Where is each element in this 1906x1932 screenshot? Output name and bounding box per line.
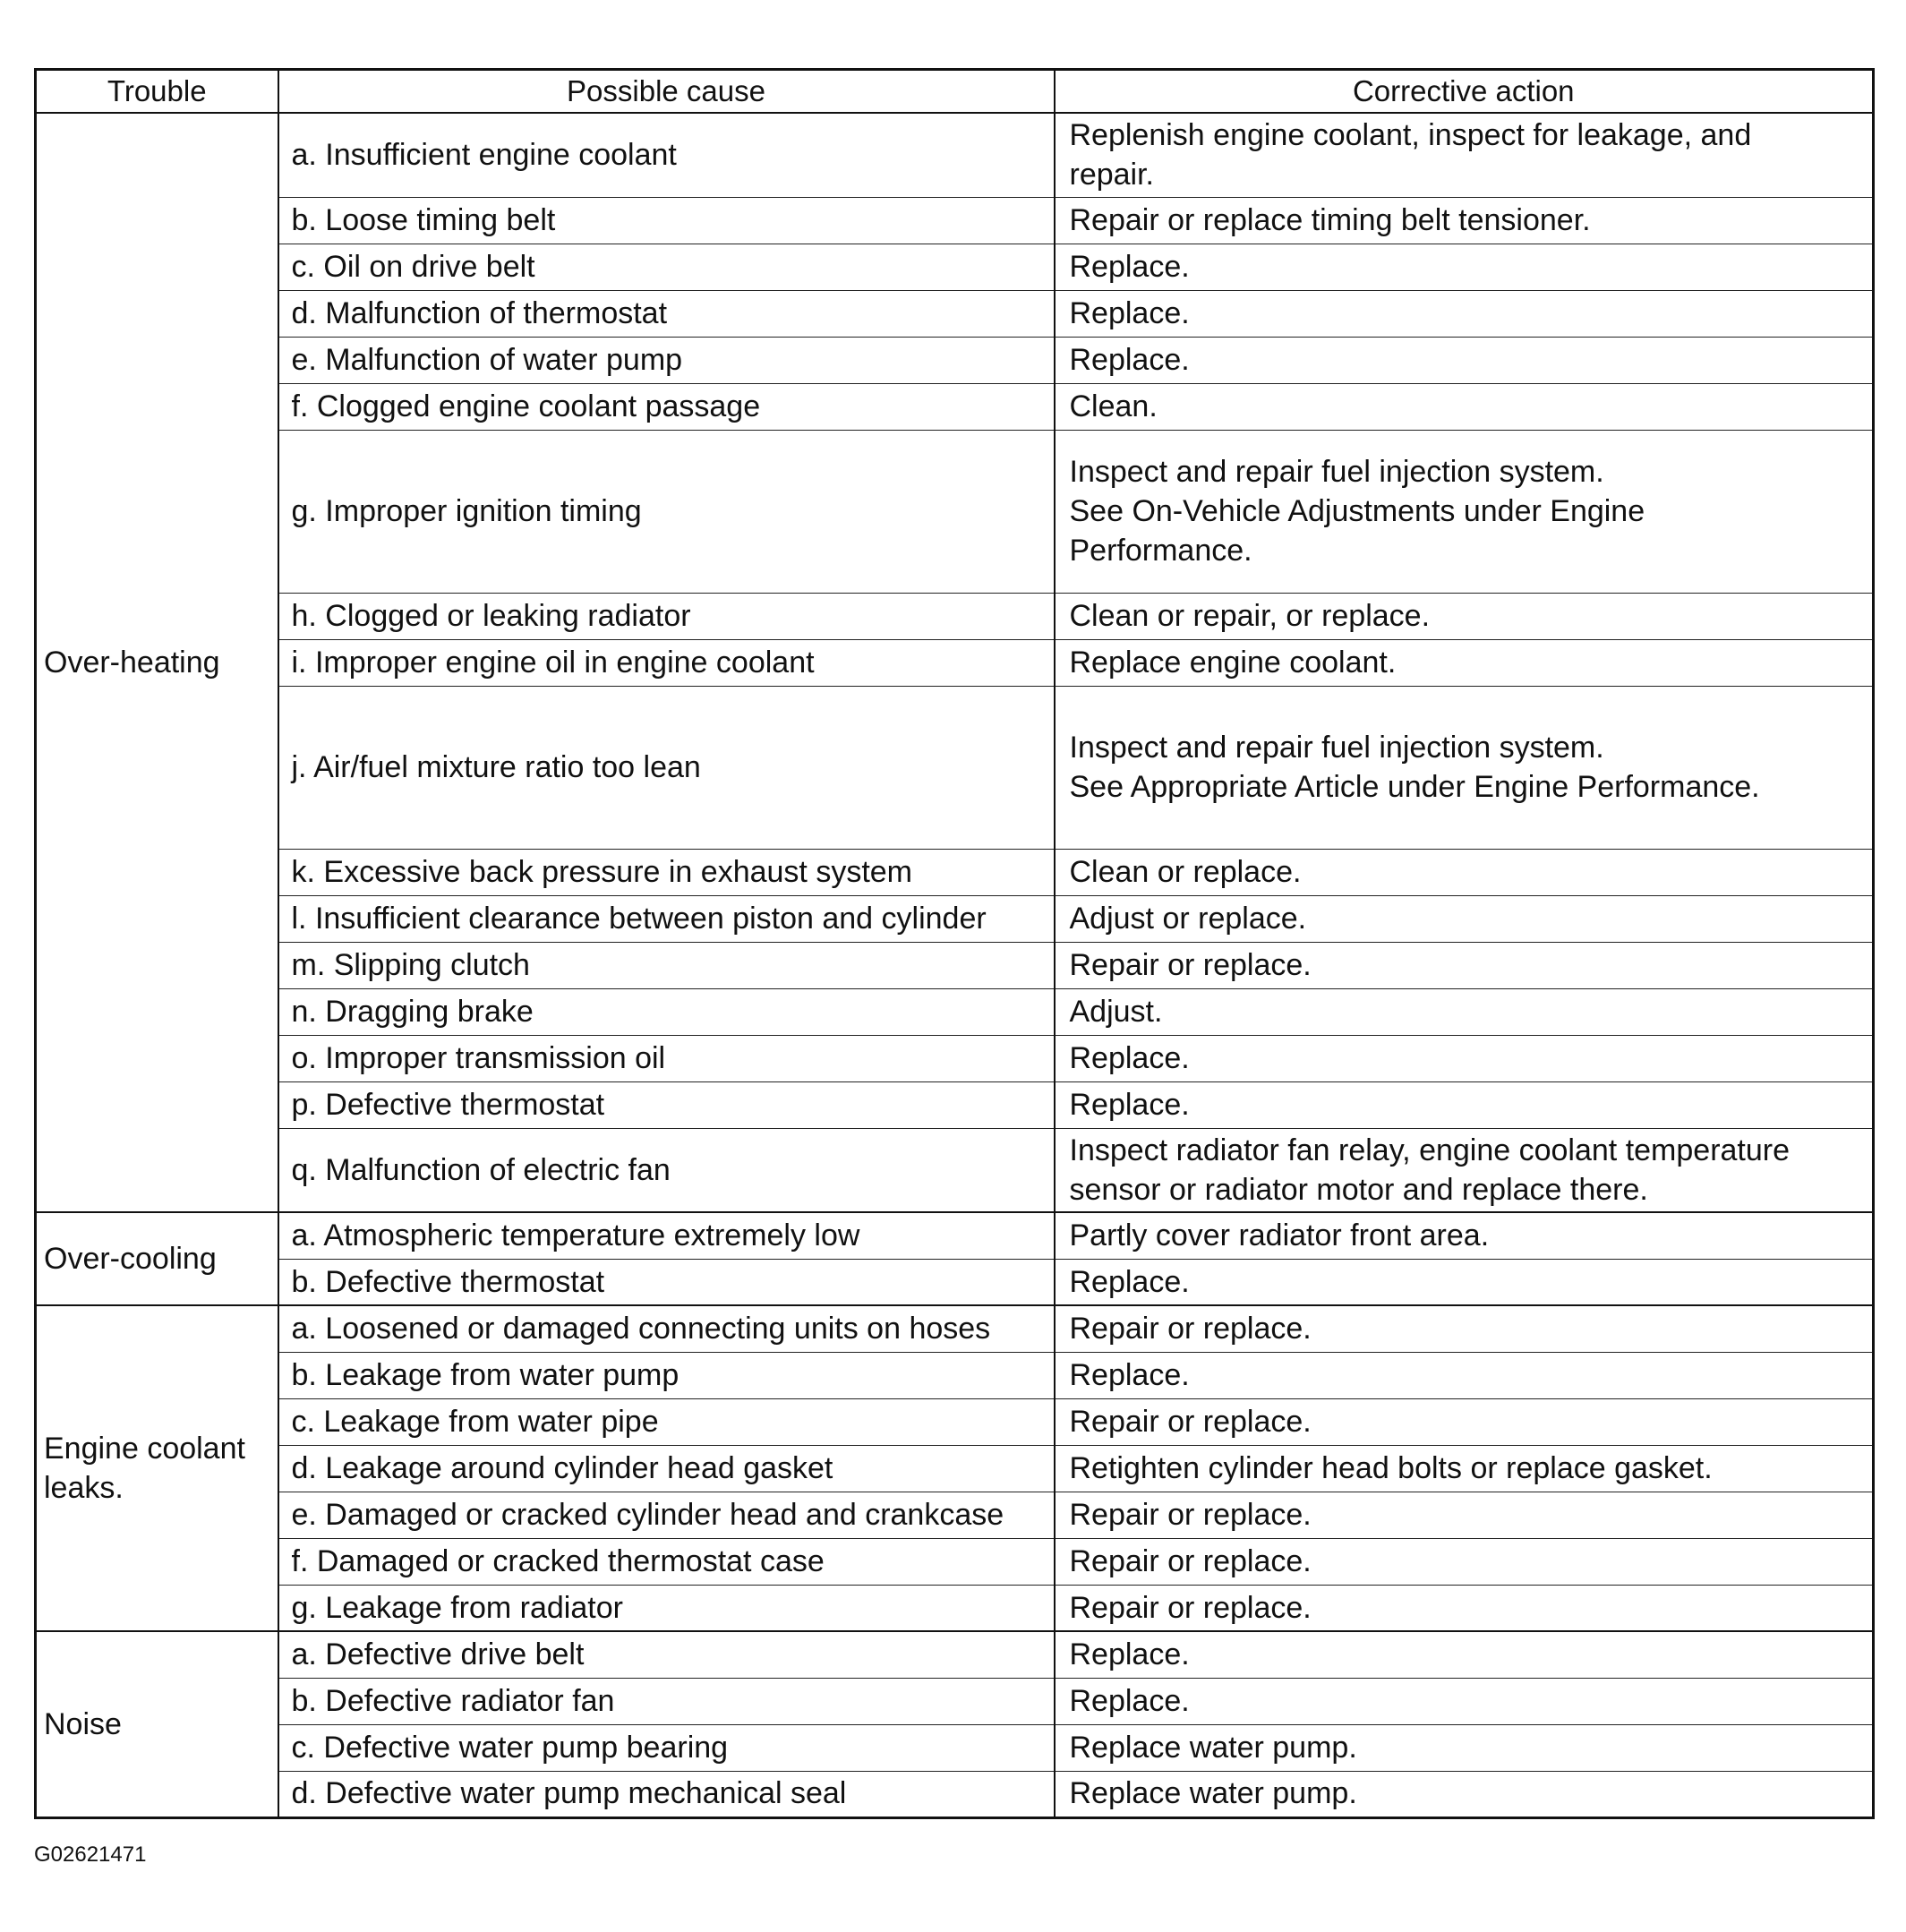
corrective-action-cell — [1055, 430, 1874, 593]
corrective-action-cell — [1055, 1398, 1874, 1445]
possible-cause-cell: j. Air/fuel mixture ratio too lean — [278, 686, 1055, 849]
table-row — [36, 686, 1874, 849]
possible-cause-cell: e. Malfunction of water pump — [278, 337, 1055, 383]
table-row — [36, 1492, 1874, 1538]
table-row — [36, 197, 1874, 244]
corrective-action-cell — [1055, 1035, 1874, 1081]
corrective-action-line: Repair or replace timing belt tensioner. — [1069, 202, 1591, 237]
corrective-action-cell — [1055, 1259, 1874, 1305]
corrective-action-cell — [1055, 1678, 1874, 1724]
corrective-action-cell — [1055, 1724, 1874, 1771]
possible-cause-cell: h. Clogged or leaking radiator — [278, 593, 1055, 639]
possible-cause-cell: l. Insufficient clearance between piston and cylinder — [278, 895, 1055, 942]
corrective-action-cell — [1055, 988, 1874, 1035]
possible-cause-cell: b. Leakage from water pump — [278, 1352, 1055, 1398]
possible-cause-cell: k. Excessive back pressure in exhaust system — [278, 849, 1055, 895]
corrective-action-line: See Appropriate Article under Engine Performance. — [1069, 770, 1760, 804]
table-row — [36, 1259, 1874, 1305]
possible-cause-cell: b. Loose timing belt — [278, 197, 1055, 244]
corrective-action-cell — [1055, 942, 1874, 988]
possible-cause-cell: f. Damaged or cracked thermostat case — [278, 1538, 1055, 1585]
corrective-action-cell — [1055, 1305, 1874, 1352]
figure-id: G02621471 — [34, 1842, 147, 1867]
corrective-action-cell — [1055, 337, 1874, 383]
corrective-action-line: Adjust. — [1069, 994, 1163, 1029]
corrective-action-line: Replace. — [1069, 1264, 1190, 1299]
corrective-action-line: Clean. — [1069, 389, 1158, 423]
table-row — [36, 849, 1874, 895]
table-row — [36, 1445, 1874, 1492]
corrective-action-cell — [1055, 1585, 1874, 1631]
corrective-action-line: sensor or radiator motor and replace there. — [1069, 1172, 1648, 1207]
possible-cause-cell: a. Atmospheric temperature extremely low — [278, 1212, 1055, 1259]
corrective-action-line: Repair or replace. — [1069, 1312, 1312, 1346]
possible-cause-cell: a. Loosened or damaged connecting units on hoses — [278, 1305, 1055, 1352]
table-row — [36, 988, 1874, 1035]
corrective-action-cell — [1055, 1081, 1874, 1128]
table-row — [36, 1724, 1874, 1771]
corrective-action-cell — [1055, 1538, 1874, 1585]
corrective-action-cell — [1055, 849, 1874, 895]
corrective-action-line: Repair or replace. — [1069, 1590, 1312, 1625]
corrective-action-cell — [1055, 1492, 1874, 1538]
possible-cause-cell: c. Leakage from water pipe — [278, 1398, 1055, 1445]
corrective-action-line: Replace engine coolant. — [1069, 645, 1397, 680]
table-row — [36, 1538, 1874, 1585]
table-row — [36, 895, 1874, 942]
trouble-cell: Noise — [36, 1631, 278, 1817]
corrective-action-cell — [1055, 290, 1874, 337]
possible-cause-cell: c. Defective water pump bearing — [278, 1724, 1055, 1771]
corrective-action-cell — [1055, 197, 1874, 244]
header-possible-cause: Possible cause — [278, 70, 1055, 114]
possible-cause-cell: g. Leakage from radiator — [278, 1585, 1055, 1631]
header-corrective-action: Corrective action — [1055, 70, 1874, 114]
possible-cause-cell: m. Slipping clutch — [278, 942, 1055, 988]
corrective-action-cell — [1055, 1212, 1874, 1259]
possible-cause-cell: q. Malfunction of electric fan — [278, 1128, 1055, 1212]
corrective-action-cell — [1055, 639, 1874, 686]
corrective-action-cell — [1055, 1445, 1874, 1492]
table-row — [36, 1771, 1874, 1817]
corrective-action-cell — [1055, 113, 1874, 197]
possible-cause-cell: i. Improper engine oil in engine coolant — [278, 639, 1055, 686]
corrective-action-line: Replace. — [1069, 342, 1190, 377]
corrective-action-cell — [1055, 686, 1874, 849]
table-row — [36, 1398, 1874, 1445]
corrective-action-line: Repair or replace. — [1069, 947, 1312, 982]
corrective-action-line: Repair or replace. — [1069, 1404, 1312, 1439]
table-row — [36, 1035, 1874, 1081]
corrective-action-line: Inspect and repair fuel injection system. — [1069, 454, 1604, 489]
header-row — [36, 70, 1874, 114]
possible-cause-cell: g. Improper ignition timing — [278, 430, 1055, 593]
trouble-cell: Engine coolant leaks. — [36, 1305, 278, 1631]
possible-cause-cell: a. Defective drive belt — [278, 1631, 1055, 1678]
possible-cause-cell: d. Leakage around cylinder head gasket — [278, 1445, 1055, 1492]
corrective-action-cell — [1055, 593, 1874, 639]
corrective-action-cell — [1055, 244, 1874, 290]
corrective-action-line: Replenish engine coolant, inspect for leakage, and — [1069, 118, 1752, 153]
table-row — [36, 1585, 1874, 1631]
corrective-action-line: Clean or replace. — [1069, 854, 1302, 889]
table-row — [36, 1081, 1874, 1128]
corrective-action-line: Replace. — [1069, 249, 1190, 284]
possible-cause-cell: p. Defective thermostat — [278, 1081, 1055, 1128]
corrective-action-cell — [1055, 1771, 1874, 1817]
corrective-action-line: Clean or repair, or replace. — [1069, 598, 1431, 633]
table-row — [36, 1128, 1874, 1212]
trouble-cell: Over-heating — [36, 113, 278, 1212]
table-row — [36, 942, 1874, 988]
corrective-action-cell — [1055, 1128, 1874, 1212]
possible-cause-cell: d. Defective water pump mechanical seal — [278, 1771, 1055, 1817]
table-row — [36, 1352, 1874, 1398]
table-row — [36, 244, 1874, 290]
possible-cause-cell: n. Dragging brake — [278, 988, 1055, 1035]
table-row — [36, 383, 1874, 430]
table-row — [36, 290, 1874, 337]
trouble-cell: Over-cooling — [36, 1212, 278, 1305]
corrective-action-line: Repair or replace. — [1069, 1543, 1312, 1578]
troubleshooting-table — [34, 68, 1875, 1819]
corrective-action-line: Inspect and repair fuel injection system. — [1069, 730, 1604, 765]
corrective-action-line: Partly cover radiator front area. — [1069, 1218, 1490, 1253]
corrective-action-cell — [1055, 1352, 1874, 1398]
corrective-action-cell — [1055, 1631, 1874, 1678]
corrective-action-line: Replace. — [1069, 1637, 1190, 1672]
corrective-action-line: See On-Vehicle Adjustments under Engine — [1069, 493, 1645, 528]
possible-cause-cell: b. Defective thermostat — [278, 1259, 1055, 1305]
corrective-action-line: repair. — [1069, 158, 1154, 192]
corrective-action-line: Replace water pump. — [1069, 1730, 1357, 1765]
table-body — [36, 113, 1874, 1817]
possible-cause-cell: b. Defective radiator fan — [278, 1678, 1055, 1724]
corrective-action-line: Replace water pump. — [1069, 1776, 1357, 1811]
corrective-action-line: Adjust or replace. — [1069, 901, 1307, 936]
table-row — [36, 1678, 1874, 1724]
possible-cause-cell: d. Malfunction of thermostat — [278, 290, 1055, 337]
corrective-action-cell — [1055, 895, 1874, 942]
table-row — [36, 113, 1874, 197]
table-row — [36, 337, 1874, 383]
corrective-action-cell — [1055, 383, 1874, 430]
table-row — [36, 639, 1874, 686]
corrective-action-line: Performance. — [1069, 534, 1252, 568]
possible-cause-cell: c. Oil on drive belt — [278, 244, 1055, 290]
possible-cause-cell: e. Damaged or cracked cylinder head and crankcase — [278, 1492, 1055, 1538]
table-row — [36, 1631, 1874, 1678]
header-trouble: Trouble — [36, 70, 278, 114]
corrective-action-line: Inspect radiator fan relay, engine coolant temperature — [1069, 1133, 1791, 1167]
table-row — [36, 1212, 1874, 1259]
corrective-action-line: Replace. — [1069, 295, 1190, 330]
table-row — [36, 1305, 1874, 1352]
corrective-action-line: Replace. — [1069, 1040, 1190, 1075]
corrective-action-line: Replace. — [1069, 1357, 1190, 1392]
corrective-action-line: Retighten cylinder head bolts or replace gasket. — [1069, 1450, 1713, 1485]
corrective-action-line: Repair or replace. — [1069, 1497, 1312, 1532]
possible-cause-cell: a. Insufficient engine coolant — [278, 113, 1055, 197]
corrective-action-line: Replace. — [1069, 1087, 1190, 1122]
possible-cause-cell: f. Clogged engine coolant passage — [278, 383, 1055, 430]
table-row — [36, 593, 1874, 639]
corrective-action-line: Replace. — [1069, 1683, 1190, 1718]
table-row — [36, 430, 1874, 593]
possible-cause-cell: o. Improper transmission oil — [278, 1035, 1055, 1081]
